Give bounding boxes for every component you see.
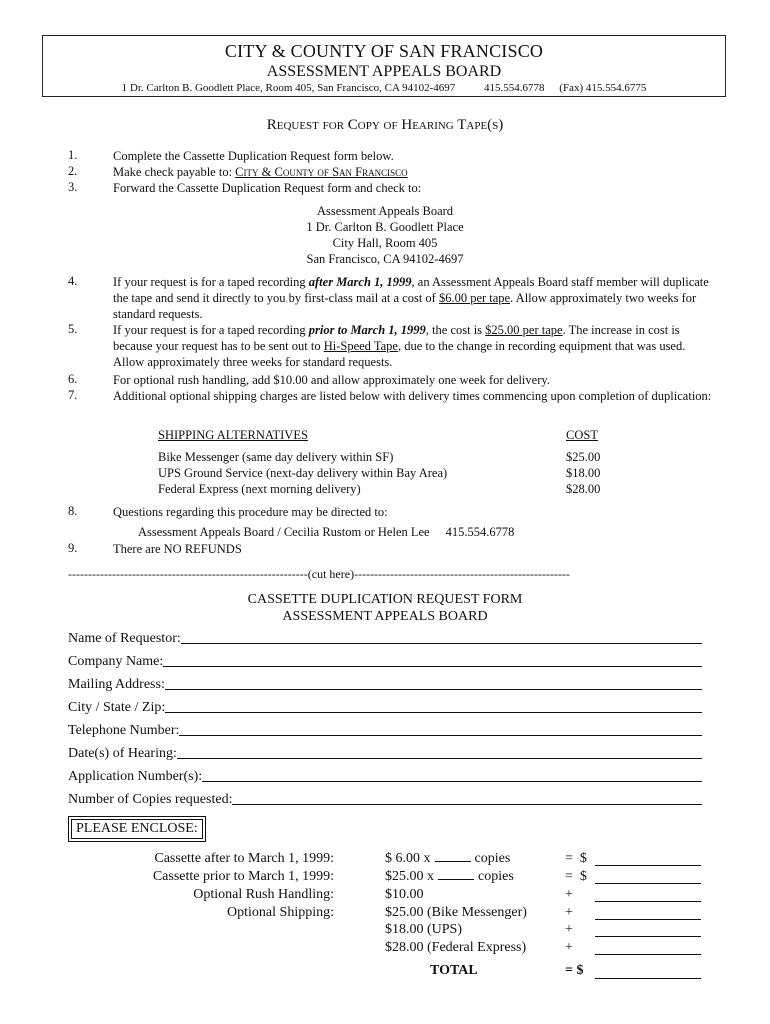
shipping-option: Federal Express (next morning delivery) — [158, 482, 361, 496]
hearing-date-field[interactable]: Date(s) of Hearing: — [68, 746, 702, 762]
step-text: If your request is for a taped recording after March 1, 1999, an Assessment Appeals Board staff member will duplicate the tape and send it directly to you by first-class mail at a cost of $6.00 per tape. Allow approximately two weeks for standard requests. — [113, 275, 709, 321]
fee-operator: + — [565, 922, 573, 937]
shipping-cost: $25.00 — [566, 450, 601, 464]
please-enclose-box: PLEASE ENCLOSE: — [68, 816, 206, 842]
step-number: 9. — [68, 541, 78, 555]
mail-address-line: San Francisco, CA 94102-4697 — [306, 252, 464, 266]
step-text: If your request is for a taped recording prior to March 1, 1999, the cost is $25.00 per tape. The increase in cost is because your request has to be sent out to Hi-Speed Tape, due to the change in recording equipment that was used. Allow approximately three weeks for standard requests. — [113, 323, 686, 369]
contact-line — [43, 82, 725, 94]
shipping-cost: $18.00 — [566, 466, 601, 480]
fee-subtotal-field[interactable] — [595, 923, 701, 937]
step-text: Forward the Cassette Duplication Request form and check to: — [113, 181, 422, 195]
step-number: 2. — [68, 164, 78, 178]
phone: 415.554.6778 — [484, 82, 545, 94]
org-name: CITY & COUNTY OF SAN FRANCISCO — [224, 41, 544, 61]
fee-subtotal-field[interactable] — [595, 888, 701, 902]
company-name-field[interactable]: Company Name: — [68, 654, 702, 670]
fee-amount: $10.00 — [385, 887, 424, 902]
fee-subtotal-field[interactable] — [595, 941, 701, 955]
fee-operator: = $ — [565, 851, 587, 866]
step-number: 3. — [68, 180, 78, 194]
cut-line: ------------------------------------------------------------(cut here)------------------------------------------------------ — [68, 567, 570, 581]
shipping-header: SHIPPING ALTERNATIVES — [158, 428, 308, 442]
mailing-address-field[interactable]: Mailing Address: — [68, 677, 702, 693]
application-number-field[interactable]: Application Number(s): — [68, 769, 702, 785]
city-state-zip-field[interactable]: City / State / Zip: — [68, 700, 702, 716]
step-number: 6. — [68, 372, 78, 386]
shipping-option: Bike Messenger (same day delivery within SF) — [158, 450, 394, 464]
fee-subtotal-field[interactable] — [595, 906, 701, 920]
shipping-option: UPS Ground Service (next-day delivery within Bay Area) — [158, 466, 448, 480]
form-title: CASSETTE DUPLICATION REQUEST FORM — [247, 592, 523, 607]
fee-amount: $25.00 x copies — [385, 869, 514, 884]
total-label: TOTAL — [430, 963, 478, 978]
step-number: 5. — [68, 322, 78, 336]
mail-address-line: Assessment Appeals Board — [316, 204, 454, 218]
fee-subtotal-field[interactable] — [595, 852, 701, 866]
fee-amount: $25.00 (Bike Messenger) — [385, 905, 527, 920]
requestor-name-field[interactable]: Name of Requestor: — [68, 631, 702, 647]
fee-label: Optional Rush Handling: — [193, 887, 334, 902]
fee-operator: + — [565, 887, 573, 902]
mail-address-line: 1 Dr. Carlton B. Goodlett Place — [306, 220, 464, 234]
step-text: Additional optional shipping charges are listed below with delivery times commencing upon completion of duplication: — [113, 389, 712, 403]
step-text: There are NO REFUNDS — [113, 542, 242, 556]
cost-header: COST — [566, 428, 598, 442]
step-text: For optional rush handling, add $10.00 and allow approximately one week for delivery. — [113, 373, 550, 387]
fee-operator: = $ — [565, 869, 587, 884]
fee-label: Optional Shipping: — [227, 905, 334, 920]
fee-operator: + — [565, 905, 573, 920]
step-number: 4. — [68, 274, 78, 288]
form-subtitle: ASSESSMENT APPEALS BOARD — [282, 609, 488, 624]
contact-info: Assessment Appeals Board / Cecilia Rustom or Helen Lee 415.554.6778 — [138, 525, 515, 539]
step-text: Make check payable to: City & County of San Francisco — [113, 165, 408, 179]
fax: (Fax) 415.554.6775 — [559, 82, 647, 94]
fee-amount: $28.00 (Federal Express) — [385, 940, 527, 955]
step-number: 7. — [68, 388, 78, 402]
step-number: 8. — [68, 504, 78, 518]
fee-amount: $ 6.00 x copies — [385, 851, 511, 866]
copies-requested-field[interactable]: Number of Copies requested: — [68, 792, 702, 808]
copies-input[interactable] — [438, 879, 474, 880]
step-text: Complete the Cassette Duplication Request form below. — [113, 149, 394, 163]
telephone-field[interactable]: Telephone Number: — [68, 723, 702, 739]
fee-operator: + — [565, 940, 573, 955]
fee-subtotal-field[interactable] — [595, 870, 701, 884]
total-operator: = $ — [565, 963, 584, 978]
payee: City & County of San Francisco — [235, 165, 408, 179]
mail-address-line: City Hall, Room 405 — [332, 236, 438, 250]
step-number: 1. — [68, 148, 78, 162]
fee-label: Cassette after to March 1, 1999: — [154, 851, 334, 866]
fee-label: Cassette prior to March 1, 1999: — [152, 869, 334, 884]
address: 1 Dr. Carlton B. Goodlett Place, Room 405, San Francisco, CA 94102-4697 — [121, 82, 456, 94]
board-name: ASSESSMENT APPEALS BOARD — [266, 63, 502, 80]
total-field[interactable] — [595, 964, 701, 979]
letterhead — [42, 35, 726, 97]
shipping-cost: $28.00 — [566, 482, 601, 496]
fee-amount: $18.00 (UPS) — [385, 922, 463, 937]
step-text: Questions regarding this procedure may be directed to: — [113, 505, 388, 519]
page-title: Request for Copy of Hearing Tape(s) — [266, 117, 504, 133]
copies-input[interactable] — [435, 861, 471, 862]
